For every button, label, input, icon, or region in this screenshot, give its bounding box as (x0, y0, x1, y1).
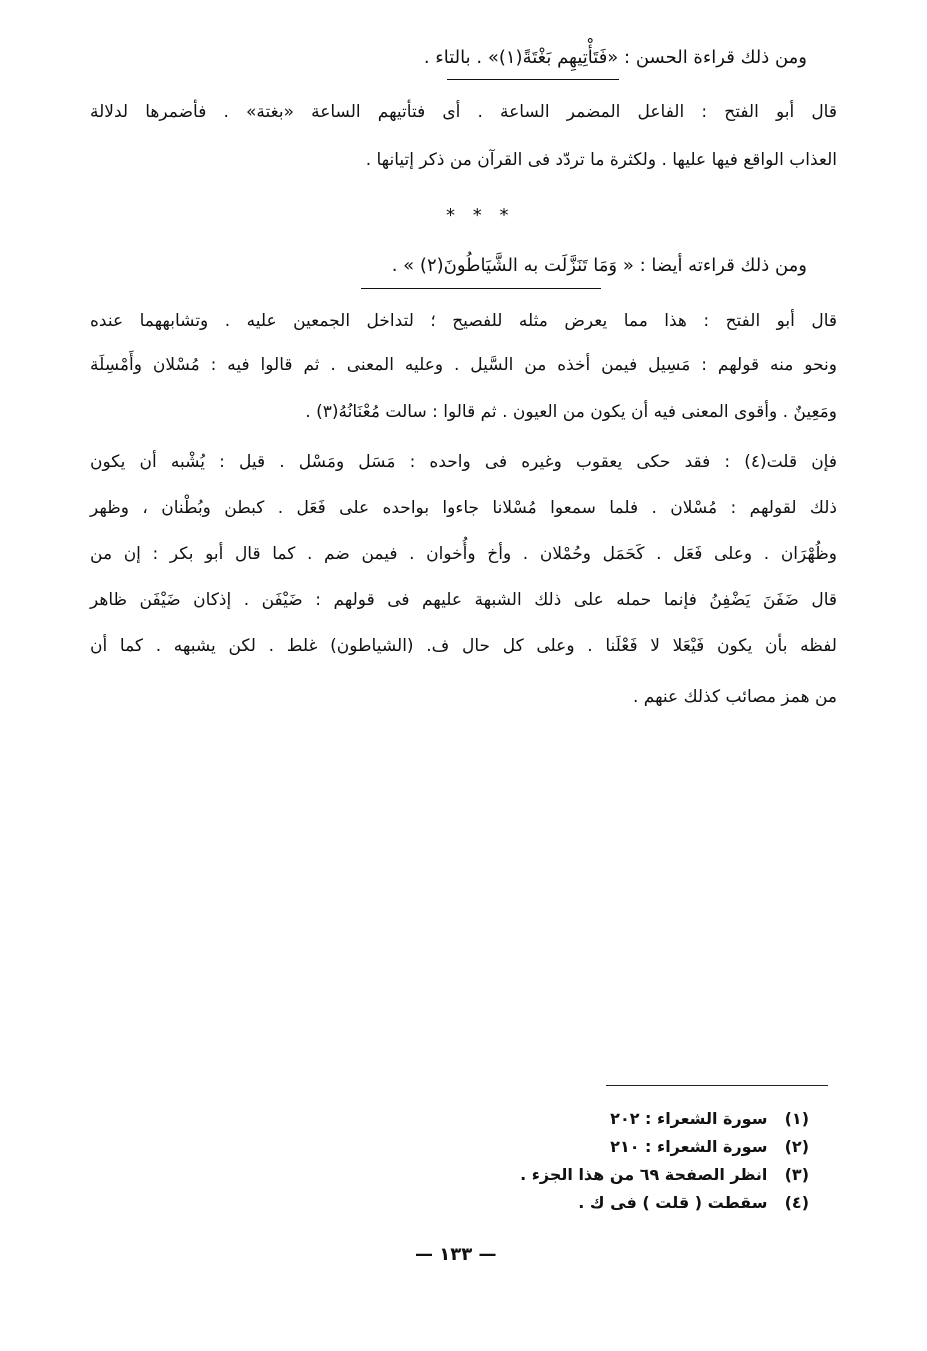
para2-line-2: ونحو منه قولهم : مَسِيل فيمن أخذه من السَّيل . وعليه المعنى . ثم قالوا فيه : مُسْلان وأَمْسِلَة (90, 355, 837, 375)
footnote-number: (٤) (784, 1193, 809, 1212)
quote-underline-2 (361, 288, 601, 289)
footnote-number: (١) (784, 1109, 809, 1128)
para1-line-2: العذاب الواقع فيها عليها . ولكثرة ما تردّد فى القرآن من ذكر إتيانها . (365, 150, 837, 170)
quote-underline-1 (447, 79, 619, 80)
para3-line-5: لفظه بأن يكون فَيْعَلا لا فَعْلَنا . وعلى كل حال ف. (الشياطون) غلط . لكن يشبهه . كما أن (90, 636, 837, 656)
footnote-text: سقطت ( قلت ) فى ك . (578, 1193, 768, 1212)
para2-line-1: قال أبو الفتح : هذا مما يعرض مثله للفصيح ؛ لتداخل الجمعين عليه . وتشابههما عنده (90, 311, 837, 331)
footnote-1 (610, 1108, 809, 1130)
footnote-number: (٢) (784, 1137, 809, 1156)
footnote-number: (٣) (784, 1165, 809, 1184)
footnote-text: سورة الشعراء : ٢١٠ (610, 1137, 768, 1156)
para3-line-4: قال ضَفَنَ يَضْفِنُ فإنما حمله على ذلك الشبهة عليهم فى قولهم : ضَيْفَن . إذكان ضَيْفَن ظاهر (90, 590, 837, 610)
footnote-2 (610, 1136, 809, 1158)
para1-line-1: قال أبو الفتح : الفاعل المضمر الساعة . أى فتأتيهم الساعة «بغتة» . فأضمرها لدلالة (90, 102, 837, 122)
footnote-4 (578, 1192, 809, 1214)
footnote-rule (606, 1085, 828, 1086)
para3-line-1: فإن قلت(٤) : فقد حكى يعقوب وغيره فى واحده : مَسَل ومَسْل . قيل : يُشْبه أن يكون (90, 452, 837, 472)
footnote-text: انظر الصفحة ٦٩ من هذا الجزء . (520, 1165, 768, 1184)
page-number: — ١٣٣ — (415, 1244, 497, 1265)
section-separator: * * * (446, 205, 515, 226)
footnote-text: سورة الشعراء : ٢٠٢ (610, 1109, 768, 1128)
para2-line-3: ومَعِينٌ . وأقوى المعنى فيه أن يكون من العيون . ثم قالوا : سالت مُعْنَانُهُ(٣) . (305, 402, 837, 422)
para3-line-6: من همز مصائب كذلك عنهم . (632, 687, 837, 707)
quote-line-2: ومن ذلك قراءته أيضا : « وَمَا تَنَزَّلَت به الشَّيَاطُونَ(٢) » . (391, 255, 807, 276)
para3-line-2: ذلك لقولهم : مُسْلان . فلما سمعوا مُسْلانا جاءوا بواحده على فَعَل . كبطن وبُطْنان ، وظهر (90, 498, 837, 518)
quote-line-1: ومن ذلك قراءة الحسن : «فَتَأْتِيهِم بَغْتَةً(١)» . بالتاء . (423, 47, 807, 68)
para3-line-3: وظُهْرَان . وعلى فَعَل . كَحَمَل وحُمْلان . وأخ وأُخوان . فيمن ضم . كما قال أبو بكر : إن من (90, 544, 837, 564)
footnote-3 (520, 1164, 809, 1186)
